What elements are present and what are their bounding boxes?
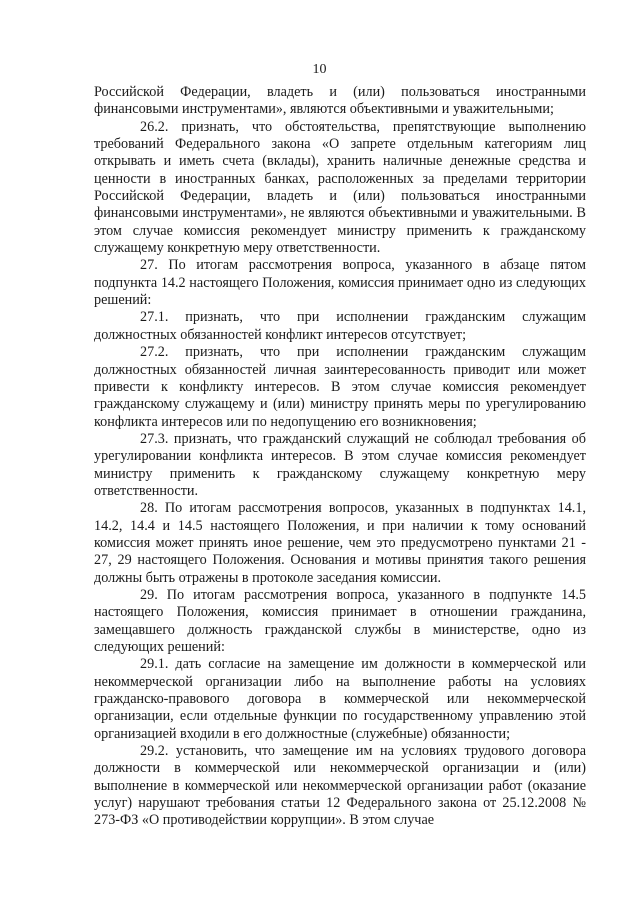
paragraph-26-2: 26.2. признать, что обстоятельства, препятствующие выполнению требований Федерального закона «О запрете отдельным категориям лиц открывать и иметь счета (вклады), хранить наличные денежные средства и ценности в иностранных банках, расположенных за пределами территории Российской Федерации, владеть и (или) пользоваться иностранными финансовыми инструментами», не являются объективными и уважительными. В этом случае комиссия рекомендует министру применить к гражданскому служащему конкретную меру ответственности. bbox=[94, 118, 586, 257]
paragraph-27-1: 27.1. признать, что при исполнении гражданским служащим должностных обязанностей конфликт интересов отсутствует; bbox=[94, 309, 586, 343]
paragraph-continuation: Российской Федерации, владеть и (или) пользоваться иностранными финансовыми инструментами», являются объективными и уважительными; bbox=[94, 84, 586, 118]
paragraph-27-3: 27.3. признать, что гражданский служащий не соблюдал требования об урегулировании конфликта интересов. В этом случае комиссия рекомендует министру применить к гражданскому служащему конкретную меру ответственности. bbox=[94, 430, 586, 499]
document-body bbox=[94, 84, 586, 830]
paragraph-27: 27. По итогам рассмотрения вопроса, указанного в абзаце пятом подпункта 14.2 настоящего Положения, комиссия принимает одно из следующих решений: bbox=[94, 257, 586, 309]
paragraph-29-1: 29.1. дать согласие на замещение им должности в коммерческой или некоммерческой организации либо на выполнение работы на условиях гражданско-правового договора в коммерческой или некоммерческой организации, если отдельные функции по государственному управлению этой организацией входили в его должностные (служебные) обязанности; bbox=[94, 656, 586, 742]
paragraph-29: 29. По итогам рассмотрения вопроса, указанного в подпункте 14.5 настоящего Положения, комиссия принимает в отношении гражданина, замещавшего должность гражданской службы в министерстве, одно из следующих решений: bbox=[94, 586, 586, 655]
paragraph-29-2: 29.2. установить, что замещение им на условиях трудового договора должности в коммерческой или некоммерческой организации и (или) выполнение в коммерческой или некоммерческой организации работ (оказание услуг) нарушают требования статьи 12 Федерального закона от 25.12.2008 № 273-ФЗ «О противодействии коррупции». В этом случае bbox=[94, 743, 586, 829]
page-number: 10 bbox=[312, 62, 327, 77]
paragraph-28: 28. По итогам рассмотрения вопросов, указанных в подпунктах 14.1, 14.2, 14.4 и 14.5 настоящего Положения, и при наличии к тому оснований комиссия может принять иное решение, чем это предусмотрено пунктами 21 - 27, 29 настоящего Положения. Основания и мотивы принятия такого решения должны быть отражены в протоколе заседания комиссии. bbox=[94, 500, 586, 586]
paragraph-27-2: 27.2. признать, что при исполнении гражданским служащим должностных обязанностей личная заинтересованность приводит или может привести к конфликту интересов. В этом случае комиссия рекомендует гражданскому служащему и (или) министру принять меры по урегулированию конфликта интересов или по недопущению его возникновения; bbox=[94, 344, 586, 430]
